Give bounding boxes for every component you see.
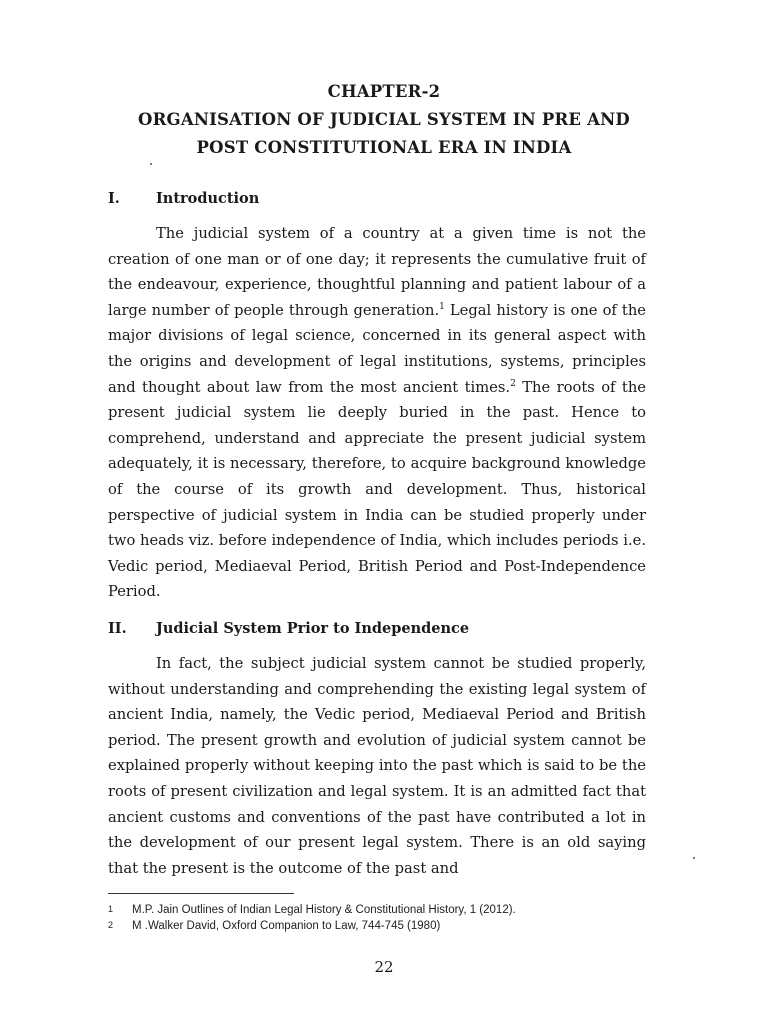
scan-speck <box>693 857 695 859</box>
section-title: Judicial System Prior to Independence <box>156 620 470 637</box>
page-number: 22 <box>374 958 394 976</box>
footnote-text: M.P. Jain Outlines of Indian Legal History & Constitutional History, 1 (2012). <box>132 904 516 916</box>
chapter-title-line-1: ORGANISATION OF JUDICIAL SYSTEM IN PRE AND <box>138 110 630 129</box>
scan-speck <box>150 163 152 165</box>
footnote-number: 2 <box>108 920 114 930</box>
section-title: Introduction <box>156 190 260 207</box>
footnote-2 <box>108 920 440 932</box>
paragraph-text: The roots of the present judicial system lie deeply buried in the past. Hence to comprehend, understand and appreciate the present judicial system adequately, it is necessary, therefore, to acquire background knowledge of the course of its growth and development. Thus, historical perspective of judicial system in India can be studied properly under two heads viz. before independence of India, which includes periods i.e. Vedic period, Mediaeval Period, British Period and Post-Independence Period. <box>108 378 646 601</box>
section-heading-introduction <box>108 190 259 207</box>
footnote-number: 1 <box>108 904 114 914</box>
footnote-text: M .Walker David, Oxford Companion to Law, 744-745 (1980) <box>132 920 441 932</box>
chapter-title-line-2: POST CONSTITUTIONAL ERA IN INDIA <box>196 138 572 157</box>
paragraph-text: The judicial system of a country at a given time is not the creation of one man or of one day; it represents the cumulative fruit of the endeavour, experience, thoughtful planning and patient labour of a large number of people through generation. <box>108 225 646 319</box>
paragraph-text: Legal history is one of the major divisions of legal science, concerned in its general aspect with the origins and development of legal institutions, systems, principles and thought about law from the most ancient times. <box>108 301 646 396</box>
prior-independence-paragraph: In fact, the subject judicial system cannot be studied properly, without understanding and comprehending the existing legal system of ancient India, namely, the Vedic period, Mediaeval Period and British period. The present growth and evolution of judicial system cannot be explained properly without keeping into the past which is said to be the roots of present civilization and legal system. It is an admitted fact that ancient customs and conventions of the past have contributed a lot in the development of our present legal system. There is an old saying that the present is the outcome of the past and <box>108 655 646 877</box>
chapter-label: CHAPTER-2 <box>327 82 441 101</box>
section-number: II. <box>108 620 127 637</box>
footnote-ref-2[interactable]: 2 <box>510 378 516 389</box>
footnote-divider <box>108 893 294 894</box>
section-heading-prior-independence <box>108 620 469 637</box>
footnote-1 <box>108 904 516 916</box>
footnote-ref-1[interactable]: 1 <box>439 301 445 312</box>
introduction-paragraph <box>108 221 646 605</box>
section-number: I. <box>108 190 120 207</box>
